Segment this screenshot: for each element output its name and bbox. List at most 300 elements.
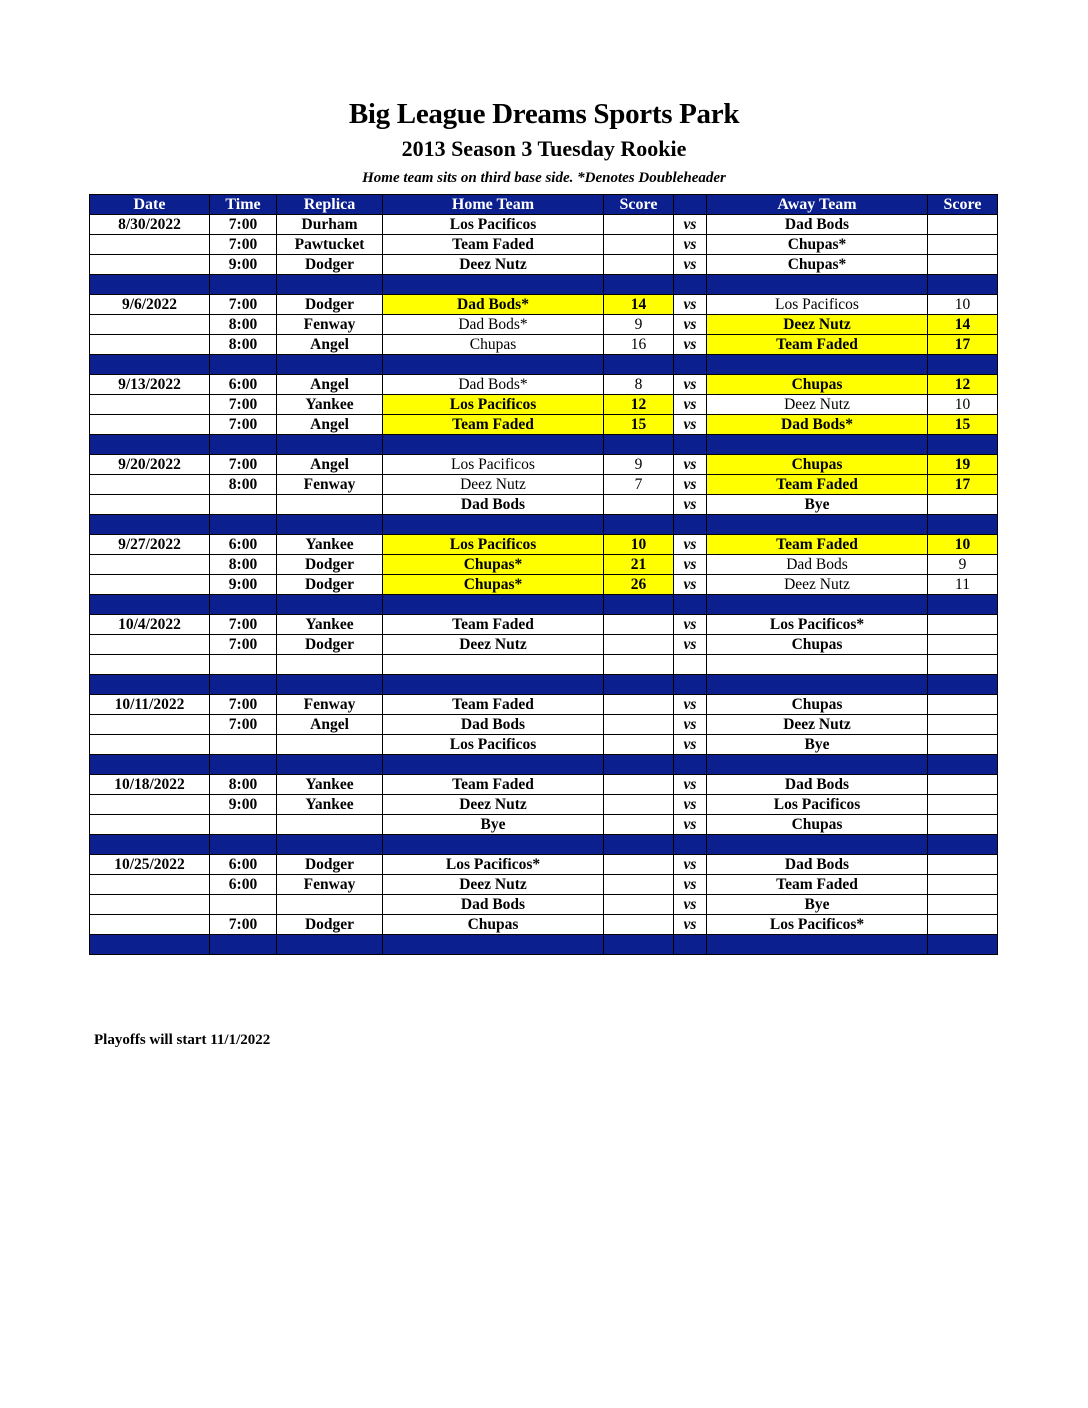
away-score [928,815,998,835]
away-score: 15 [928,415,998,435]
home-team: Dad Bods [383,495,604,515]
schedule-table [89,194,998,955]
separator-cell [90,515,210,535]
game-time: 8:00 [210,775,277,795]
away-team: Deez Nutz [707,715,928,735]
game-date [90,715,210,735]
away-score [928,875,998,895]
away-score: 11 [928,575,998,595]
separator-cell [90,835,210,855]
separator-cell [210,675,277,695]
game-date [90,575,210,595]
game-row [90,415,998,435]
away-score [928,255,998,275]
game-time: 9:00 [210,575,277,595]
col-header-time: Time [210,195,277,215]
game-row [90,555,998,575]
vs-label: vs [674,455,707,475]
home-team: Bye [383,815,604,835]
vs-label: vs [674,315,707,335]
game-date [90,875,210,895]
separator-cell [928,275,998,295]
home-score [604,875,674,895]
away-team: Los Pacificos [707,295,928,315]
home-score: 9 [604,315,674,335]
separator-cell [90,355,210,375]
away-score [928,775,998,795]
away-team: Deez Nutz [707,315,928,335]
away-score: 10 [928,535,998,555]
game-time: 7:00 [210,615,277,635]
home-score: 7 [604,475,674,495]
game-row [90,855,998,875]
separator-cell [604,935,674,955]
game-field: Pawtucket [277,235,383,255]
game-time: 7:00 [210,235,277,255]
game-date [90,555,210,575]
away-score [928,615,998,635]
separator-cell [90,435,210,455]
separator-cell [674,435,707,455]
game-field: Fenway [277,695,383,715]
game-field [277,735,383,755]
game-time: 8:00 [210,335,277,355]
home-score: 8 [604,375,674,395]
vs-label [674,655,707,675]
col-header-away-score: Score [928,195,998,215]
separator-cell [90,275,210,295]
vs-label: vs [674,215,707,235]
vs-label: vs [674,915,707,935]
game-time: 6:00 [210,375,277,395]
page-subtitle: 2013 Season 3 Tuesday Rookie [401,136,687,161]
away-team: Chupas [707,695,928,715]
vs-label: vs [674,775,707,795]
week-separator [90,355,998,375]
home-team: Dad Bods* [383,375,604,395]
game-field: Yankee [277,615,383,635]
separator-cell [90,675,210,695]
separator-cell [383,935,604,955]
game-date [90,395,210,415]
week-separator [90,755,998,775]
home-team: Chupas* [383,555,604,575]
away-team: Dad Bods* [707,415,928,435]
vs-label: vs [674,235,707,255]
game-field: Angel [277,335,383,355]
vs-label: vs [674,855,707,875]
game-time: 7:00 [210,455,277,475]
vs-label: vs [674,295,707,315]
separator-cell [707,355,928,375]
game-row [90,715,998,735]
home-score: 9 [604,455,674,475]
game-field: Angel [277,415,383,435]
away-team: Dad Bods [707,775,928,795]
away-score [928,735,998,755]
home-team: Deez Nutz [383,875,604,895]
home-score [604,255,674,275]
separator-cell [707,275,928,295]
game-field: Angel [277,715,383,735]
separator-cell [383,835,604,855]
home-score [604,815,674,835]
game-time: 9:00 [210,255,277,275]
game-time [210,735,277,755]
week-separator [90,935,998,955]
away-team: Dad Bods [707,555,928,575]
game-date: 10/18/2022 [90,775,210,795]
separator-cell [277,755,383,775]
vs-label: vs [674,615,707,635]
game-row [90,475,998,495]
week-separator [90,675,998,695]
away-score [928,715,998,735]
away-score [928,495,998,515]
game-time: 7:00 [210,295,277,315]
separator-cell [210,755,277,775]
game-date: 10/25/2022 [90,855,210,875]
separator-cell [928,755,998,775]
game-date [90,735,210,755]
away-team: Chupas [707,455,928,475]
away-team: Deez Nutz [707,395,928,415]
home-team: Deez Nutz [383,795,604,815]
game-time: 6:00 [210,855,277,875]
separator-cell [210,435,277,455]
game-field: Angel [277,455,383,475]
separator-cell [928,675,998,695]
away-team: Chupas [707,635,928,655]
game-date [90,235,210,255]
game-time: 6:00 [210,875,277,895]
vs-label: vs [674,415,707,435]
game-date [90,415,210,435]
game-field: Angel [277,375,383,395]
separator-cell [674,595,707,615]
away-team: Dad Bods [707,215,928,235]
game-time [210,895,277,915]
separator-cell [604,435,674,455]
game-row [90,215,998,235]
game-row [90,535,998,555]
game-date [90,895,210,915]
home-score [604,615,674,635]
game-field [277,495,383,515]
game-field: Dodger [277,635,383,655]
away-team: Team Faded [707,875,928,895]
away-team: Bye [707,495,928,515]
game-field: Fenway [277,875,383,895]
vs-label: vs [674,735,707,755]
game-date [90,915,210,935]
away-score: 17 [928,475,998,495]
home-team: Chupas* [383,575,604,595]
game-time: 7:00 [210,395,277,415]
game-field: Dodger [277,915,383,935]
home-score: 21 [604,555,674,575]
game-time: 7:00 [210,415,277,435]
vs-label: vs [674,555,707,575]
separator-cell [928,835,998,855]
home-team: Deez Nutz [383,255,604,275]
game-time [210,815,277,835]
separator-cell [383,435,604,455]
separator-cell [277,355,383,375]
separator-cell [604,275,674,295]
col-header-home-team: Home Team [383,195,604,215]
separator-cell [277,515,383,535]
game-time [210,655,277,675]
game-time: 9:00 [210,795,277,815]
separator-cell [277,675,383,695]
game-row [90,495,998,515]
home-team: Chupas [383,915,604,935]
week-separator [90,515,998,535]
home-team: Deez Nutz [383,635,604,655]
home-score: 10 [604,535,674,555]
home-score: 12 [604,395,674,415]
home-score [604,895,674,915]
game-field: Dodger [277,575,383,595]
away-score: 12 [928,375,998,395]
game-date: 9/6/2022 [90,295,210,315]
separator-cell [210,935,277,955]
home-team: Los Pacificos [383,735,604,755]
separator-cell [604,355,674,375]
separator-cell [674,275,707,295]
separator-cell [604,755,674,775]
vs-label: vs [674,395,707,415]
home-score [604,215,674,235]
home-score [604,855,674,875]
game-field: Dodger [277,255,383,275]
away-team [707,655,928,675]
separator-cell [707,935,928,955]
home-team: Los Pacificos [383,395,604,415]
home-team: Team Faded [383,415,604,435]
home-score [604,655,674,675]
home-team: Team Faded [383,775,604,795]
away-team: Bye [707,735,928,755]
game-field [277,895,383,915]
away-score: 9 [928,555,998,575]
home-team: Dad Bods [383,895,604,915]
home-team: Team Faded [383,615,604,635]
home-score [604,715,674,735]
vs-label: vs [674,795,707,815]
vs-label: vs [674,715,707,735]
game-field: Dodger [277,555,383,575]
game-row [90,455,998,475]
vs-label: vs [674,695,707,715]
game-field: Yankee [277,775,383,795]
game-row [90,315,998,335]
game-row [90,795,998,815]
game-date: 10/11/2022 [90,695,210,715]
game-field [277,815,383,835]
home-team: Los Pacificos* [383,855,604,875]
away-team: Chupas [707,815,928,835]
separator-cell [674,515,707,535]
game-date: 9/13/2022 [90,375,210,395]
home-score [604,635,674,655]
page-title: Big League Dreams Sports Park [348,98,740,130]
separator-cell [210,835,277,855]
game-field: Dodger [277,855,383,875]
home-score: 26 [604,575,674,595]
vs-label: vs [674,475,707,495]
separator-cell [210,275,277,295]
home-team: Los Pacificos [383,535,604,555]
away-score [928,795,998,815]
week-separator [90,595,998,615]
game-field: Fenway [277,315,383,335]
separator-cell [707,595,928,615]
game-row [90,815,998,835]
away-team: Team Faded [707,335,928,355]
separator-cell [383,515,604,535]
separator-cell [604,515,674,535]
game-row [90,915,998,935]
game-time: 7:00 [210,715,277,735]
game-field: Yankee [277,535,383,555]
game-field: Dodger [277,295,383,315]
home-team: Deez Nutz [383,475,604,495]
separator-cell [90,755,210,775]
separator-cell [928,515,998,535]
game-field: Fenway [277,475,383,495]
game-time: 8:00 [210,555,277,575]
home-score [604,775,674,795]
week-separator [90,835,998,855]
game-time: 6:00 [210,535,277,555]
playoffs-note: Playoffs will start 11/1/2022 [94,1032,271,1048]
home-score [604,795,674,815]
game-row [90,615,998,635]
away-team: Team Faded [707,475,928,495]
home-team: Chupas [383,335,604,355]
game-date [90,255,210,275]
separator-cell [383,355,604,375]
game-date: 9/20/2022 [90,455,210,475]
separator-cell [383,275,604,295]
game-date: 10/4/2022 [90,615,210,635]
away-score: 17 [928,335,998,355]
game-time [210,495,277,515]
away-team: Chupas* [707,235,928,255]
away-score [928,895,998,915]
separator-cell [928,595,998,615]
separator-cell [604,675,674,695]
home-score [604,915,674,935]
home-score: 15 [604,415,674,435]
game-row [90,635,998,655]
separator-cell [90,595,210,615]
game-row [90,235,998,255]
separator-cell [383,755,604,775]
col-header-home-score: Score [604,195,674,215]
vs-label: vs [674,815,707,835]
col-header-date: Date [90,195,210,215]
away-score: 19 [928,455,998,475]
separator-cell [277,435,383,455]
game-time: 8:00 [210,475,277,495]
vs-label: vs [674,895,707,915]
separator-cell [707,435,928,455]
vs-label: vs [674,255,707,275]
away-score: 10 [928,395,998,415]
home-team [383,655,604,675]
away-team: Dad Bods [707,855,928,875]
separator-cell [707,835,928,855]
separator-cell [674,355,707,375]
game-time: 7:00 [210,635,277,655]
game-time: 7:00 [210,695,277,715]
separator-cell [928,935,998,955]
separator-cell [928,355,998,375]
separator-cell [90,935,210,955]
game-row [90,695,998,715]
separator-cell [210,595,277,615]
separator-cell [277,835,383,855]
schedule-note: Home team sits on third base side. *Denotes Doubleheader [362,170,726,186]
away-team: Chupas [707,375,928,395]
game-row [90,575,998,595]
game-date [90,315,210,335]
away-score [928,695,998,715]
game-date [90,795,210,815]
separator-cell [210,355,277,375]
game-time: 8:00 [210,315,277,335]
vs-label: vs [674,875,707,895]
game-date [90,815,210,835]
home-team: Los Pacificos [383,455,604,475]
away-team: Los Pacificos* [707,915,928,935]
home-score [604,235,674,255]
separator-cell [674,935,707,955]
away-score [928,915,998,935]
vs-label: vs [674,575,707,595]
away-score [928,855,998,875]
game-date: 9/27/2022 [90,535,210,555]
separator-cell [707,675,928,695]
col-header-replica: Replica [277,195,383,215]
vs-label: vs [674,335,707,355]
game-date [90,635,210,655]
separator-cell [210,515,277,535]
game-row [90,775,998,795]
separator-cell [604,835,674,855]
game-row [90,295,998,315]
game-field: Yankee [277,795,383,815]
separator-cell [707,755,928,775]
away-team: Team Faded [707,535,928,555]
home-score [604,695,674,715]
game-time: 7:00 [210,215,277,235]
home-team: Dad Bods [383,715,604,735]
away-score: 10 [928,295,998,315]
away-score [928,215,998,235]
game-field [277,655,383,675]
game-row [90,895,998,915]
vs-label: vs [674,635,707,655]
game-row [90,255,998,275]
schedule-body [90,215,998,955]
home-score [604,495,674,515]
away-team: Los Pacificos [707,795,928,815]
col-header-away-team: Away Team [707,195,928,215]
